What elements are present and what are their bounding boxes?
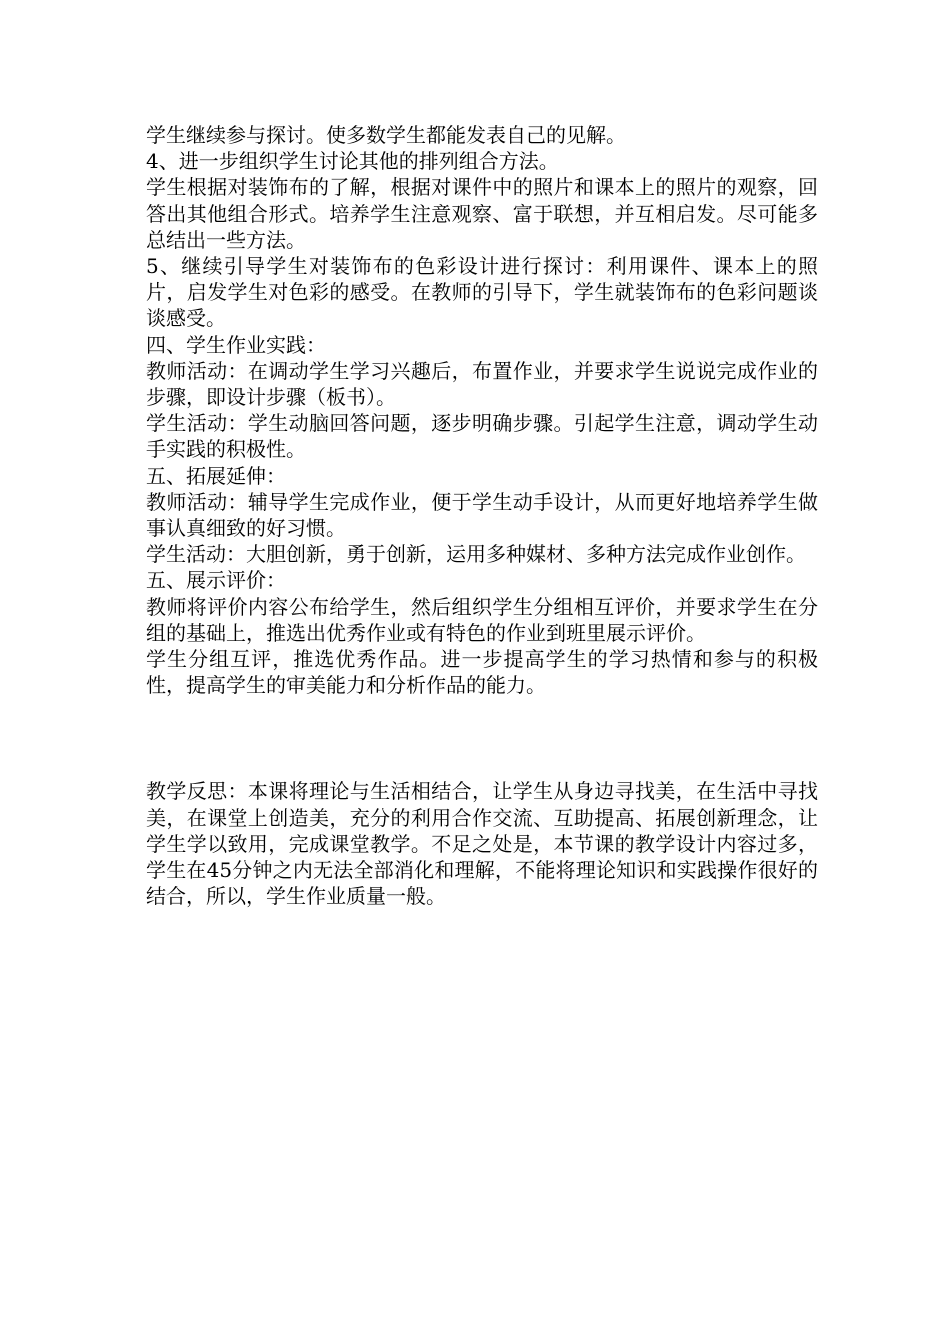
paragraph-teaching-reflection: 教学反思：本课将理论与生活相结合，让学生从身边寻找美，在生活中寻找美，在课堂上创造美，充分的利用合作交流、互助提高、拓展创新理念，让学生学以致用，完成课堂教学。不足之处是，本节课的教学设计内容过多，学生在45分钟之内无法全部消化和理解，不能将理论知识和实践操作很好的结合，所以，学生作业质量一般。: [146, 779, 818, 909]
paragraph-step-5: 5、继续引导学生对装饰布的色彩设计进行探讨：利用课件、课本上的照片，启发学生对色彩的感受。在教师的引导下，学生就装饰布的色彩问题谈谈感受。: [146, 254, 818, 331]
paragraph-student-discussion: 学生继续参与探讨。使多数学生都能发表自己的见解。: [146, 123, 626, 147]
heading-display-evaluation: 五、展示评价：: [146, 568, 286, 593]
heading-homework-practice: 四、学生作业实践：: [146, 332, 326, 357]
paragraph-evaluation-student: 学生分组互评，推选优秀作品。进一步提高学生的学习热情和参与的积极性，提高学生的审美能力和分析作品的能力。: [146, 647, 818, 698]
paragraph-student-activity-2: 学生活动：大胆创新，勇于创新，运用多种媒材、多种方法完成作业创作。: [146, 542, 806, 567]
document-page: [146, 122, 818, 909]
paragraph-teacher-activity-1: 教师活动：在调动学生学习兴趣后，布置作业，并要求学生说说完成作业的步骤，即设计步骤（板书）。: [146, 358, 818, 410]
paragraph-step-4: 4、进一步组织学生讨论其他的排列组合方法。: [146, 149, 559, 174]
paragraph-student-activity-1: 学生活动：学生动脑回答问题，逐步明确步骤。引起学生注意，调动学生动手实践的积极性。: [146, 411, 818, 462]
blank-space: [146, 698, 818, 778]
paragraph-evaluation-teacher: 教师将评价内容公布给学生，然后组织学生分组相互评价，并要求学生在分组的基础上，推选出优秀作业或有特色的作业到班里展示评价。: [146, 594, 818, 645]
paragraph-combination-forms: 学生根据对装饰布的了解，根据对课件中的照片和课本上的照片的观察，回答出其他组合形式。培养学生注意观察、富于联想，并互相启发。尽可能多总结出一些方法。: [146, 175, 818, 252]
paragraph-teacher-activity-2: 教师活动：辅导学生完成作业，便于学生动手设计，从而更好地培养学生做事认真细致的好习惯。: [146, 489, 818, 541]
heading-extension: 五、拓展延伸：: [146, 463, 286, 488]
